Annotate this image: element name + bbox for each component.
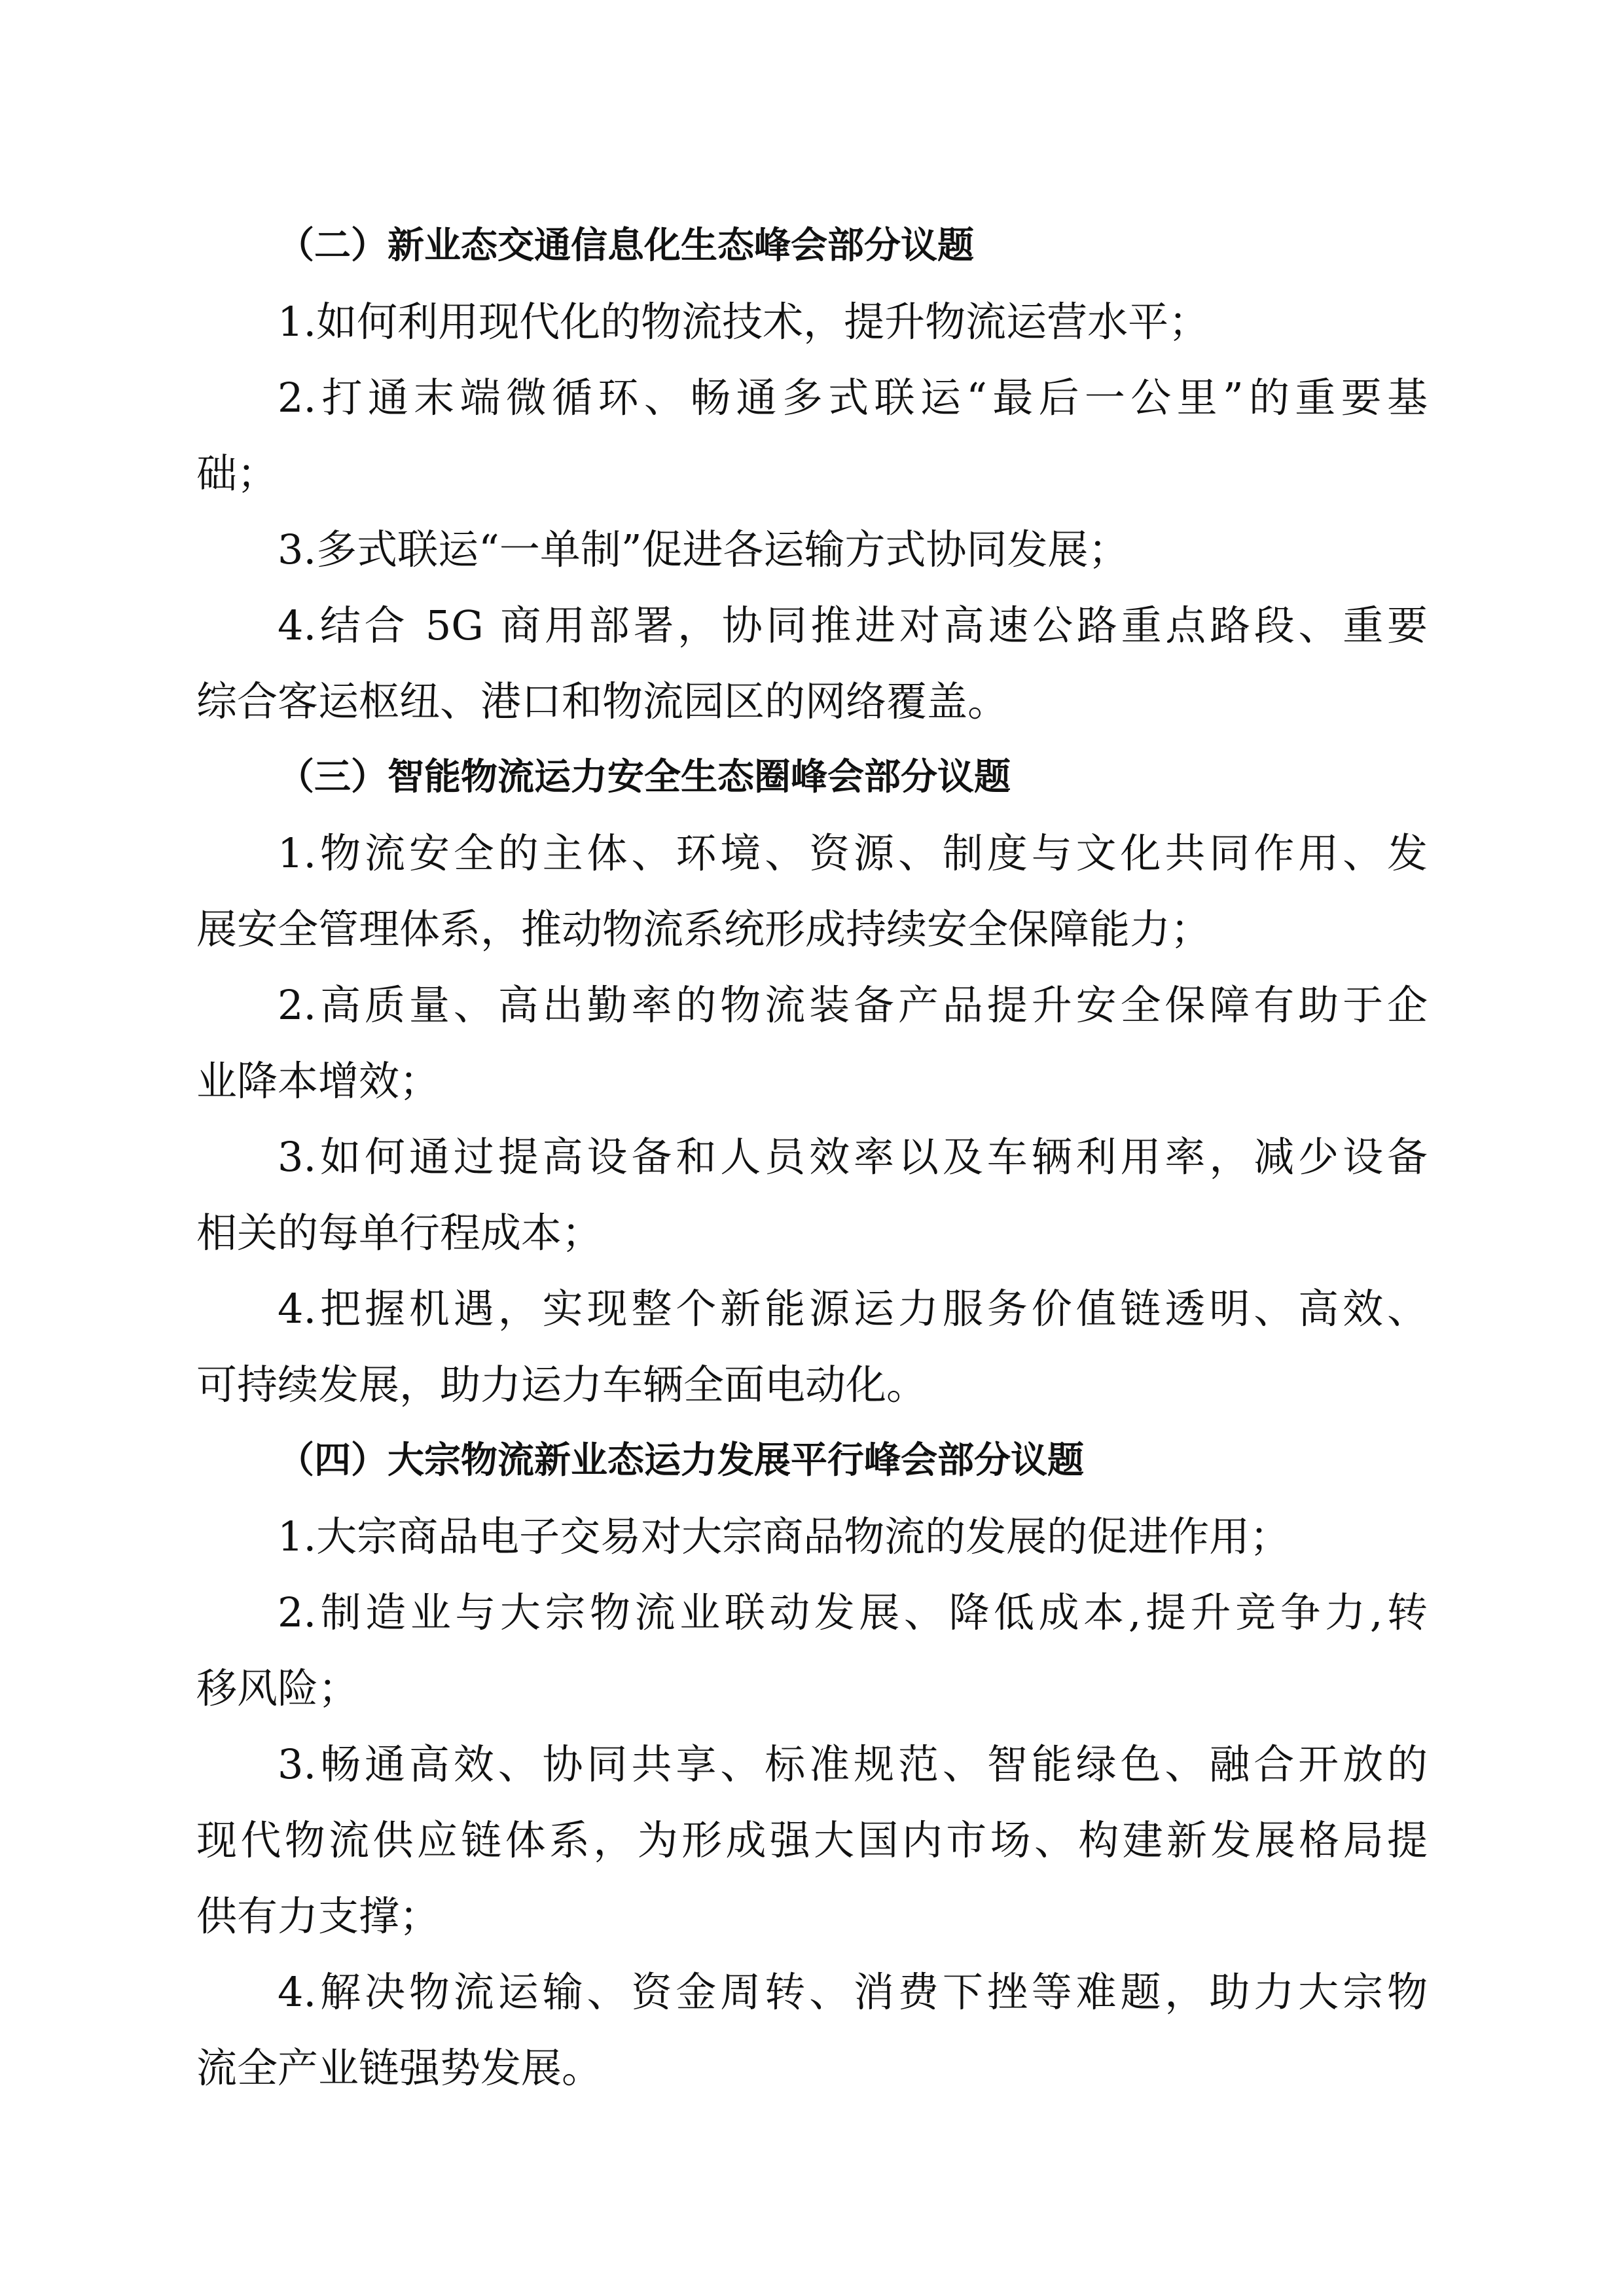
paragraph-line: 综合客运枢纽、港口和物流园区的网络覆盖。 [196, 677, 1009, 725]
document-body [196, 208, 1428, 2106]
paragraph-line: 可持续发展，助力运力车辆全面电动化。 [196, 1361, 928, 1408]
paragraph-line: 1.大宗商品电子交易对大宗商品物流的发展的促进作用； [278, 1513, 1291, 1560]
paragraph-line: 移风险； [196, 1664, 359, 1712]
paragraph-line: 相关的每单行程成本； [196, 1209, 603, 1257]
section-heading-4: （四）大宗物流新业态运力发展平行峰会部分议题 [278, 1439, 1084, 1482]
paragraph-line: 4.把握机遇，实现整个新能源运力服务价值链透明、高效、 [278, 1285, 1428, 1333]
paragraph-line: 业降本增效； [196, 1057, 441, 1105]
paragraph-line: 现代物流供应链体系，为形成强大国内市场、构建新发展格局提 [196, 1816, 1428, 1864]
paragraph-line: 4.结合 5G 商用部署，协同推进对高速公路重点路段、重要 [278, 601, 1428, 649]
paragraph-line: 2.制造业与大宗物流业联动发展、降低成本,提升竞争力,转 [278, 1588, 1428, 1636]
section-heading-2: （二）新业态交通信息化生态峰会部分议题 [278, 224, 974, 267]
paragraph-line: 1.如何利用现代化的物流技术，提升物流运营水平； [278, 298, 1210, 346]
paragraph-line: 1.物流安全的主体、环境、资源、制度与文化共同作用、发 [278, 829, 1428, 877]
paragraph-line: 展安全管理体系，推动物流系统形成持续安全保障能力； [196, 905, 1212, 953]
paragraph-line: 础； [196, 450, 278, 497]
paragraph-line: 3.如何通过提高设备和人员效率以及车辆利用率，减少设备 [278, 1133, 1428, 1181]
paragraph-line: 4.解决物流运输、资金周转、消费下挫等难题，助力大宗物 [278, 1968, 1428, 2016]
paragraph-line: 2.打通末端微循环、畅通多式联运“最后一公里”的重要基 [278, 374, 1428, 422]
paragraph-line: 2.高质量、高出勤率的物流装备产品提升安全保障有助于企 [278, 981, 1428, 1029]
paragraph-line: 3.畅通高效、协同共享、标准规范、智能绿色、融合开放的 [278, 1740, 1428, 1788]
section-heading-3: （三）智能物流运力安全生态圈峰会部分议题 [278, 756, 1011, 798]
paragraph-line: 供有力支撑； [196, 1892, 441, 1940]
paragraph-line: 3.多式联运“一单制”促进各运输方式协同发展； [278, 526, 1129, 573]
paragraph-line: 流全产业链强势发展。 [196, 2044, 603, 2092]
